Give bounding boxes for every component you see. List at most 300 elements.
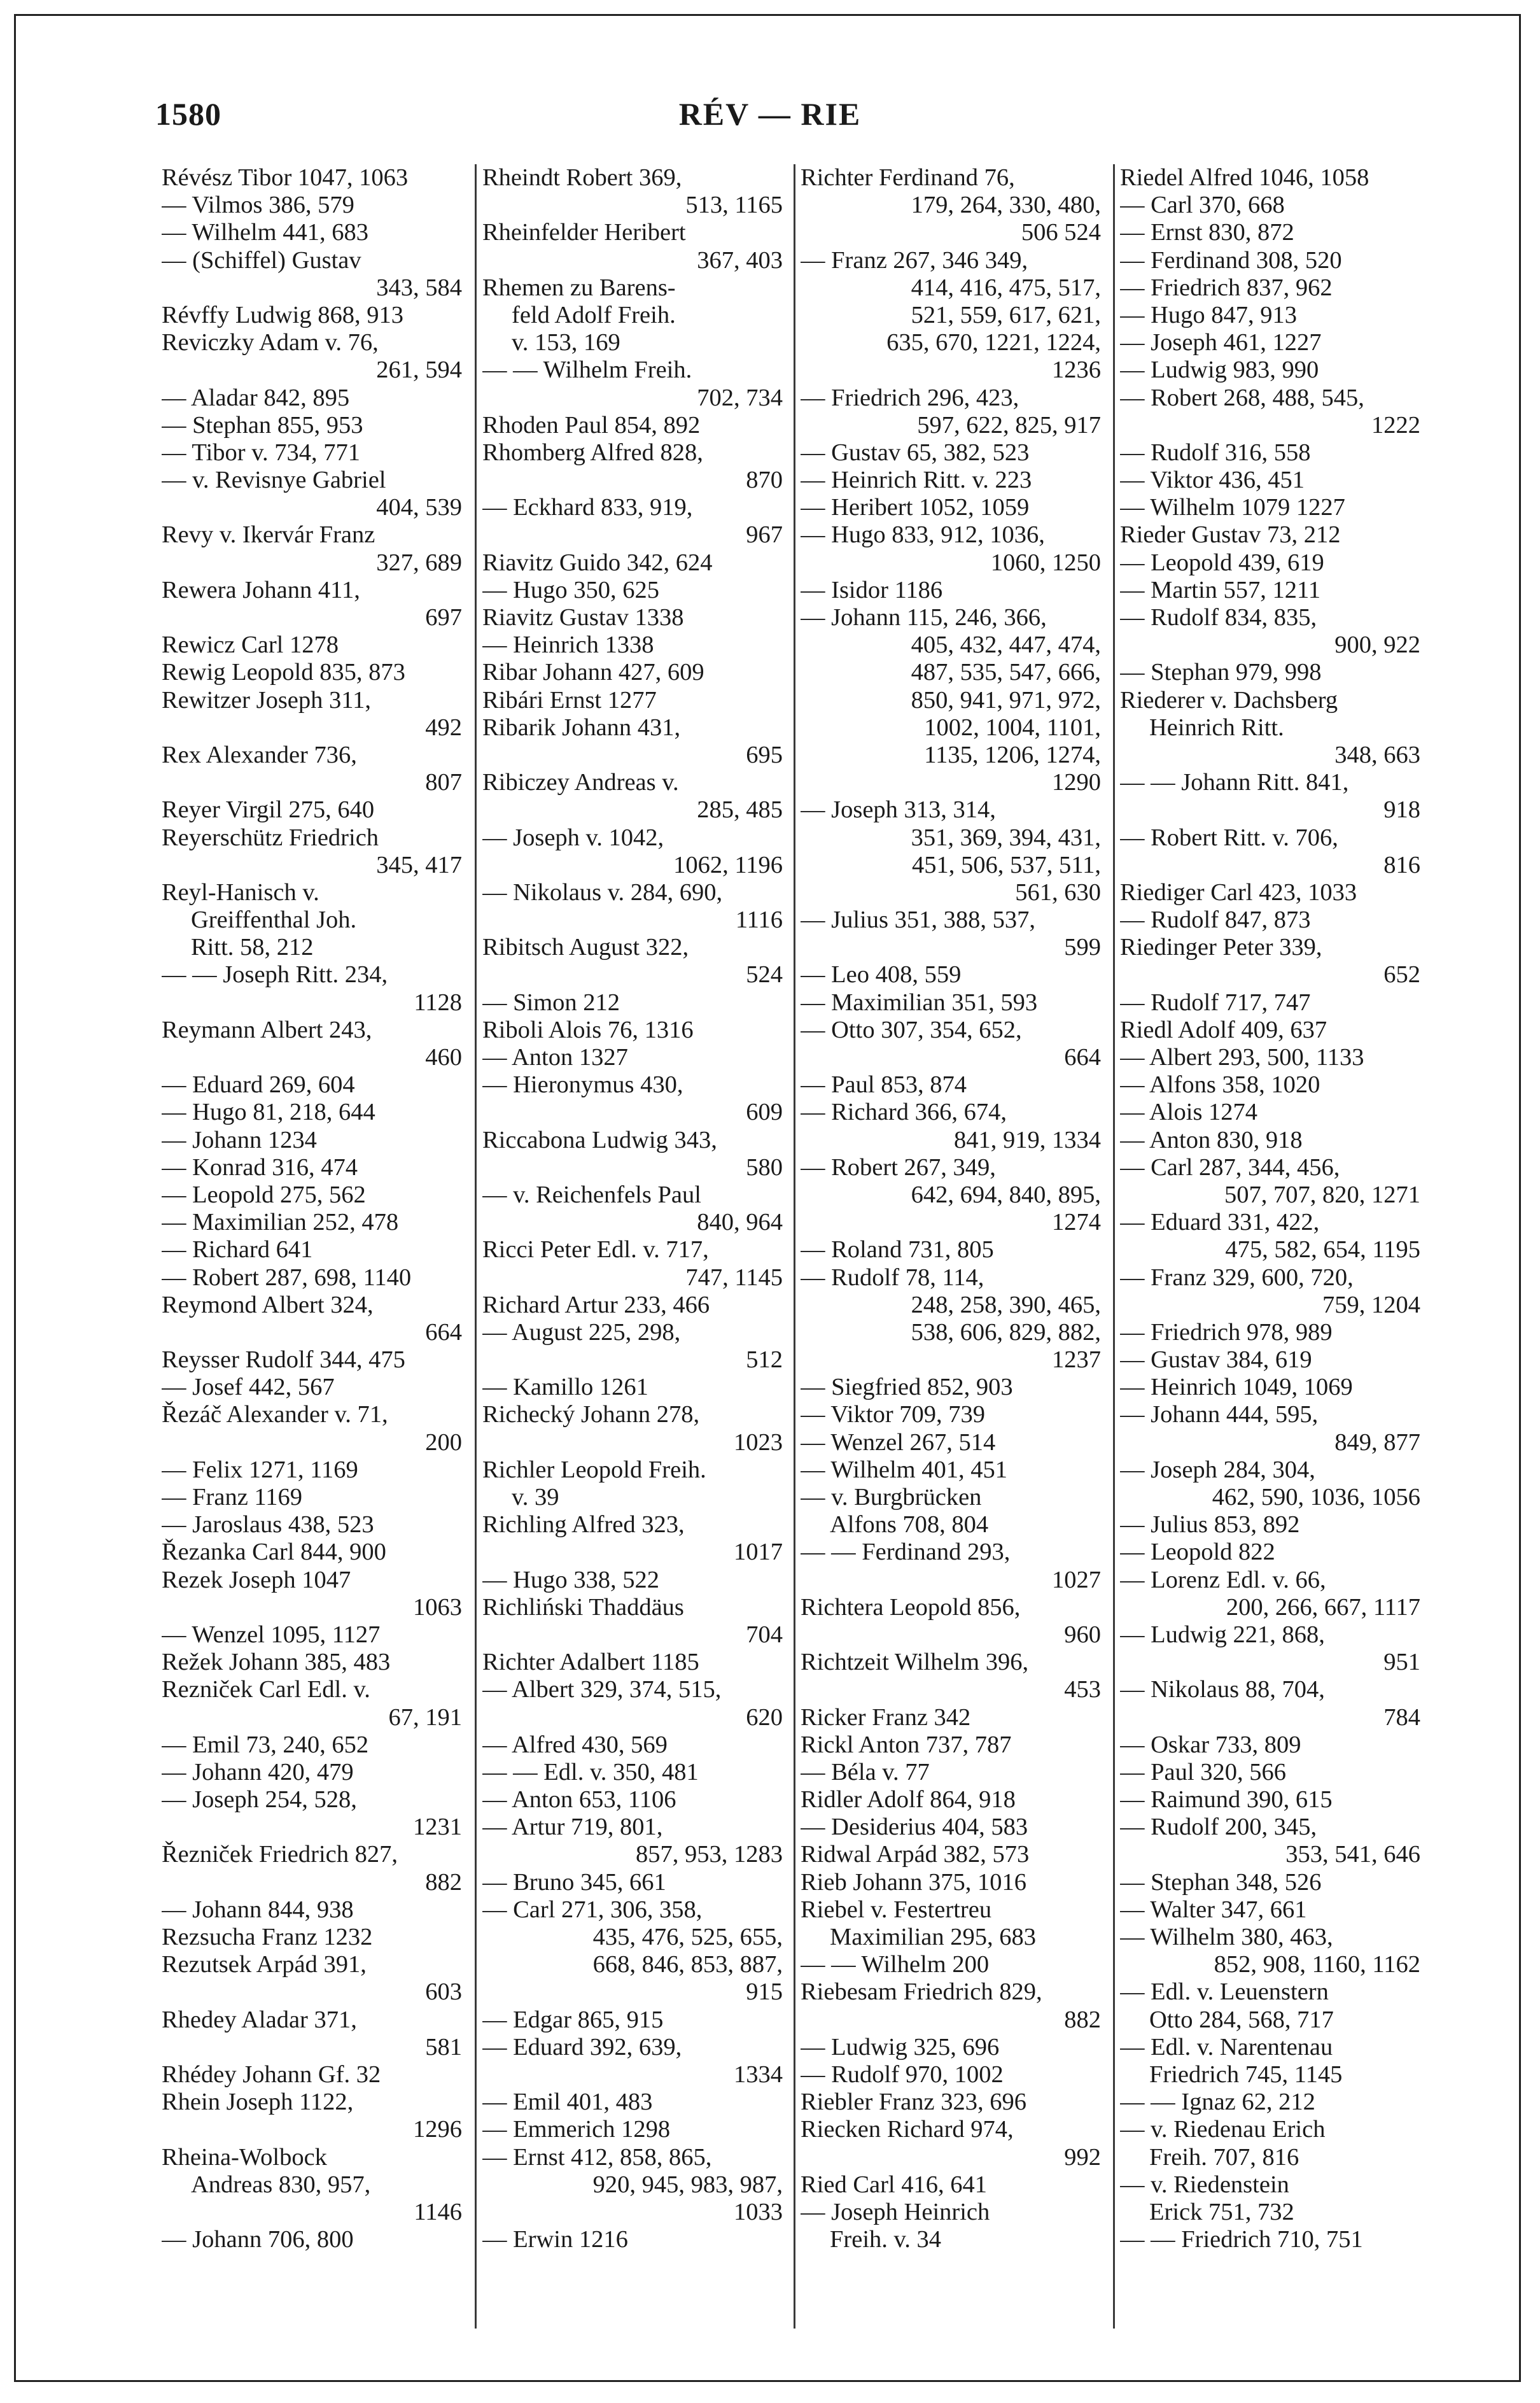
index-line: — Josef 442, 567 [162,1374,335,1401]
index-line: — Ludwig 983, 990 [1120,356,1319,384]
index-line: — Siegfried 852, 903 [801,1374,1013,1401]
index-line: — Eduard 331, 422, [1120,1209,1320,1236]
index-line: 451, 506, 537, 511, [912,851,1101,878]
index-line: 951 [1383,1649,1420,1676]
index-line: 285, 485 [697,796,783,824]
index-line: — Eduard 269, 604 [162,1071,355,1099]
index-line: Rex Alexander 736, [162,741,357,768]
index-line: — Vilmos 386, 579 [162,192,354,219]
index-line: — Robert 268, 488, 545, [1120,384,1364,411]
index-line: — Joseph Heinrich [801,2198,990,2225]
index-line: — Joseph 313, 314, [801,796,996,824]
index-line: 1060, 1250 [990,549,1101,576]
index-line: — Ernst 830, 872 [1120,219,1294,246]
index-line: 581 [425,2033,462,2061]
index-line: — Edl. v. Narentenau [1120,2033,1333,2061]
index-line: — Rudolf 847, 873 [1120,906,1311,934]
index-line: 1033 [734,2198,783,2225]
index-line: 603 [425,1978,462,2006]
index-line: 462, 590, 1036, 1056 [1212,1484,1420,1511]
index-line: Reymann Albert 243, [162,1016,372,1043]
index-line: 852, 908, 1160, 1162 [1214,1951,1420,1978]
index-line: — Franz 267, 346 349, [801,246,1028,274]
index-line: 900, 922 [1334,631,1420,659]
index-line: — Hugo 81, 218, 644 [162,1099,375,1126]
index-line: — Julius 351, 388, 537, [801,906,1035,934]
index-line: Řezáč Alexander v. 71, [162,1401,388,1428]
index-line: — Artur 719, 801, [482,1814,663,1841]
index-line: — Emil 401, 483 [482,2089,653,2116]
index-line: — Robert 267, 349, [801,1153,996,1181]
index-line: 353, 541, 646 [1285,1841,1420,1868]
index-line: 1027 [1052,1566,1101,1593]
index-line: — Hugo 338, 522 [482,1566,660,1593]
index-line: Reviczky Adam v. 76, [162,329,379,356]
index-line: — Hugo 833, 912, 1036, [801,521,1045,549]
index-line: — Ludwig 221, 868, [1120,1621,1325,1648]
index-line: Rezek Joseph 1047 [162,1566,351,1593]
index-line: 506 524 [1021,219,1101,246]
index-line: 200, 266, 667, 1117 [1226,1593,1420,1621]
index-line: 597, 622, 825, 917 [917,411,1101,439]
index-line: 704 [746,1621,783,1648]
index-line: — Walter 347, 661 [1120,1896,1307,1923]
index-line: — August 225, 298, [482,1318,681,1346]
index-line: 179, 264, 330, 480, [911,192,1101,219]
index-line: Ribiczey Andreas v. [482,769,679,796]
index-column-1 [162,164,462,2335]
index-line: — Leo 408, 559 [801,961,962,989]
index-line: — Martin 557, 1211 [1120,576,1321,603]
index-line: 960 [1064,1621,1101,1648]
index-line: — Tibor v. 734, 771 [162,439,360,466]
index-line: — Wilhelm 1079 1227 [1120,494,1345,521]
index-line: 492 [425,714,462,741]
index-line: 870 [746,467,783,494]
index-line: Reymond Albert 324, [162,1291,374,1318]
index-line: Richling Alfred 323, [482,1511,685,1539]
index-line: Rezsucha Franz 1232 [162,1924,373,1950]
index-line: — Maximilian 252, 478 [162,1209,399,1236]
index-line: 759, 1204 [1322,1291,1420,1318]
index-line: — Viktor 709, 739 [801,1401,986,1428]
index-line: — Oskar 733, 809 [1120,1731,1301,1758]
index-line: 1231 [413,1814,462,1841]
index-line: 664 [1064,1044,1101,1071]
index-line: 524 [746,961,783,989]
column-rule [1113,164,1115,2329]
index-line: — Roland 731, 805 [801,1236,994,1264]
index-line: 1334 [734,2061,783,2088]
index-line: — — Wilhelm Freih. [482,356,692,384]
index-line: Ridler Adolf 864, 918 [801,1786,1016,1814]
index-line: — Bruno 345, 661 [482,1868,666,1896]
index-line: 1002, 1004, 1101, [924,714,1101,741]
index-line: 635, 670, 1221, 1224, [886,329,1101,356]
index-line: 882 [1064,2006,1101,2033]
index-column-4 [1120,164,1420,2335]
index-line: 850, 941, 971, 972, [911,686,1101,714]
index-line: 841, 919, 1334 [954,1126,1101,1153]
index-line: Řezanka Carl 844, 900 [162,1539,386,1566]
index-line: Rezutsek Arpád 391, [162,1951,367,1978]
index-line: — Heribert 1052, 1059 [801,494,1030,521]
index-line: 1135, 1206, 1274, [924,741,1101,768]
index-line: Friedrich 745, 1145 [1149,2061,1343,2088]
index-line: — Edl. v. Leuenstern [1120,1978,1329,2006]
index-line: — Richard 366, 674, [801,1099,1007,1126]
index-line: 609 [746,1099,783,1126]
index-line: Ridwal Arpád 382, 573 [801,1841,1030,1868]
index-line: — Franz 1169 [162,1484,302,1511]
index-line: Erick 751, 732 [1149,2198,1294,2225]
index-line: — Friedrich 296, 423, [801,384,1019,411]
index-line: — Johann 444, 595, [1120,1401,1319,1428]
index-line: — Konrad 316, 474 [162,1153,358,1181]
index-line: — v. Burgbrücken [801,1484,982,1511]
index-line: — Hugo 847, 913 [1120,301,1298,328]
index-line: — Emmerich 1298 [482,2116,671,2143]
index-line: 784 [1383,1703,1420,1731]
index-line: — Otto 307, 354, 652, [801,1016,1022,1043]
index-line: — Albert 329, 374, 515, [482,1676,722,1703]
index-line: — Gustav 384, 619 [1120,1346,1312,1374]
index-line: Riboli Alois 76, 1316 [482,1016,694,1043]
index-line: 642, 694, 840, 895, [911,1181,1101,1208]
index-line: Richliński Thaddäus [482,1593,684,1621]
index-line: 327, 689 [376,549,462,576]
index-line: — Eckhard 833, 919, [482,494,693,521]
index-line: 1222 [1371,411,1420,439]
index-column-2 [482,164,783,2335]
index-line: Rewera Johann 411, [162,576,360,603]
index-line: — Paul 853, 874 [801,1071,967,1099]
index-line: 664 [425,1318,462,1346]
index-line: 513, 1165 [685,192,783,219]
index-line: — Rudolf 834, 835, [1120,604,1317,631]
index-line: Riedinger Peter 339, [1120,934,1322,961]
index-line: — Wenzel 1095, 1127 [162,1621,381,1648]
index-line: Rhein Joseph 1122, [162,2089,354,2116]
index-line: — — Johann Ritt. 841, [1120,769,1349,796]
index-line: 1128 [414,989,462,1016]
index-line: — Desiderius 404, 583 [801,1814,1028,1841]
index-line: — Viktor 436, 451 [1120,467,1305,494]
index-line: — Aladar 842, 895 [162,384,350,411]
index-line: — Robert Ritt. v. 706, [1120,824,1338,851]
index-line: — Anton 653, 1106 [482,1786,676,1814]
index-line: Otto 284, 568, 717 [1149,2006,1334,2033]
index-line: — Johann 420, 479 [162,1758,354,1786]
index-line: Rewitzer Joseph 311, [162,686,371,714]
index-line: — Wilhelm 380, 463, [1120,1924,1333,1950]
index-line: 747, 1145 [685,1264,783,1291]
index-line: 521, 559, 617, 621, [911,301,1101,328]
index-line: — Erwin 1216 [482,2226,628,2253]
index-line: — Wilhelm 441, 683 [162,219,368,246]
index-line: Ritt. 58, 212 [191,934,314,961]
index-line: — Heinrich 1338 [482,631,654,659]
index-line: — Wenzel 267, 514 [801,1428,996,1456]
index-line: 404, 539 [376,494,462,521]
index-line: — Paul 320, 566 [1120,1758,1286,1786]
index-line: 1296 [413,2116,462,2143]
index-line: 1116 [735,906,783,934]
index-line: 1063 [413,1593,462,1621]
index-line: 67, 191 [388,1703,462,1731]
index-line: — Johann 706, 800 [162,2226,354,2253]
index-line: — Edgar 865, 915 [482,2006,664,2033]
index-line: 652 [1383,961,1420,989]
index-line: — Heinrich 1049, 1069 [1120,1374,1353,1401]
index-line: 668, 846, 853, 887, [592,1951,783,1978]
index-line: 816 [1383,851,1420,878]
index-line: — Alfons 358, 1020 [1120,1071,1320,1099]
index-line: — Hugo 350, 625 [482,576,660,603]
index-line: Revy v. Ikervár Franz [162,521,375,549]
index-line: — Heinrich Ritt. v. 223 [801,467,1032,494]
index-line: Rhédey Johann Gf. 32 [162,2061,381,2088]
index-line: 918 [1383,796,1420,824]
index-line: — — Edl. v. 350, 481 [482,1758,699,1786]
index-line: Reyerschütz Friedrich [162,824,379,851]
index-line: — Leopold 822 [1120,1539,1275,1566]
index-line: Riedl Adolf 409, 637 [1120,1016,1327,1043]
index-line: — — Joseph Ritt. 234, [162,961,388,989]
index-line: — Rudolf 316, 558 [1120,439,1311,466]
index-line: 967 [746,521,783,549]
index-line: 405, 432, 447, 474, [911,631,1101,659]
index-line: — Joseph 461, 1227 [1120,329,1322,356]
index-line: — v. Revisnye Gabriel [162,467,386,494]
index-line: — Leopold 275, 562 [162,1181,366,1208]
running-head: RÉV — RIE [678,96,862,132]
index-line: — Friedrich 978, 989 [1120,1318,1333,1346]
index-line: 475, 582, 654, 1195 [1225,1236,1420,1264]
index-line: — Emil 73, 240, 652 [162,1731,369,1758]
index-line: 414, 416, 475, 517, [911,274,1101,301]
index-line: Reyl-Hanisch v. [162,878,319,906]
index-line: Richter Ferdinand 76, [801,164,1015,191]
index-column-3 [801,164,1101,2335]
index-line: — Stephan 855, 953 [162,411,363,439]
index-line: 261, 594 [376,356,462,384]
index-line: feld Adolf Freih. [512,301,676,328]
index-line: — — Wilhelm 200 [801,1951,990,1978]
index-line: — Alfred 430, 569 [482,1731,668,1758]
index-line: 348, 663 [1334,741,1420,768]
index-line: Heinrich Ritt. [1149,714,1284,741]
index-line: Ried Carl 416, 641 [801,2171,987,2198]
index-line: Rheindt Robert 369, [482,164,682,191]
index-line: — Raimund 390, 615 [1120,1786,1333,1814]
index-line: — — Ferdinand 293, [801,1539,1011,1566]
index-line: Greiffenthal Joh. [191,906,357,934]
index-line: — Carl 271, 306, 358, [482,1896,703,1923]
index-line: Freih. 707, 816 [1149,2143,1299,2171]
index-line: — (Schiffel) Gustav [162,246,361,274]
index-line: — Rudolf 78, 114, [801,1264,984,1291]
index-line: — Ernst 412, 858, 865, [482,2143,712,2171]
index-line: Rheinfelder Heribert [482,219,686,246]
index-line: — — Ignaz 62, 212 [1120,2089,1315,2116]
index-line: — v. Riedenstein [1120,2171,1289,2198]
index-line: — Julius 853, 892 [1120,1511,1300,1539]
index-line: — Eduard 392, 639, [482,2033,682,2061]
index-line: 343, 584 [376,274,462,301]
index-line: 807 [425,769,462,796]
index-line: — Felix 1271, 1169 [162,1456,358,1483]
index-line: — Kamillo 1261 [482,1374,648,1401]
index-line: 580 [746,1153,783,1181]
index-line: — Albert 293, 500, 1133 [1120,1044,1364,1071]
index-line: Rhoden Paul 854, 892 [482,411,701,439]
index-line: 1023 [734,1428,783,1456]
index-line: 200 [425,1428,462,1456]
index-line: — Ludwig 325, 696 [801,2033,1000,2061]
index-line: 460 [425,1044,462,1071]
index-line: Riebler Franz 323, 696 [801,2089,1026,2116]
index-line: 620 [746,1703,783,1731]
index-line: — Joseph 284, 304, [1120,1456,1315,1483]
index-line: 538, 606, 829, 882, [911,1318,1101,1346]
index-line: Rieder Gustav 73, 212 [1120,521,1341,549]
index-line: v. 153, 169 [512,329,620,356]
index-line: Rewig Leopold 835, 873 [162,659,405,686]
index-line: — Ferdinand 308, 520 [1120,246,1342,274]
index-line: 1062, 1196 [673,851,783,878]
index-line: Freih. v. 34 [830,2226,942,2253]
index-line: — Johann 115, 246, 366, [801,604,1047,631]
index-line: 1146 [414,2198,462,2225]
index-line: Riediger Carl 423, 1033 [1120,878,1357,906]
index-line: Riecken Richard 974, [801,2116,1014,2143]
index-line: Révffy Ludwig 868, 913 [162,301,403,328]
index-line: 248, 258, 390, 465, [911,1291,1101,1318]
index-line: 857, 953, 1283 [636,1841,783,1868]
column-rule [475,164,477,2329]
index-line: Reysser Rudolf 344, 475 [162,1346,405,1374]
index-line: 1236 [1052,356,1101,384]
index-line: Ribitsch August 322, [482,934,689,961]
index-line: 915 [746,1978,783,2006]
index-line: Rhemen zu Barens- [482,274,676,301]
index-line: Riebesam Friedrich 829, [801,1978,1042,2006]
index-line: — Hieronymus 430, [482,1071,683,1099]
index-line: — Rudolf 200, 345, [1120,1814,1317,1841]
index-line: Riavitz Gustav 1338 [482,604,684,631]
index-line: — Isidor 1186 [801,576,943,603]
index-line: 1274 [1052,1209,1101,1236]
index-line: 992 [1064,2143,1101,2171]
index-line: 882 [425,1868,462,1896]
index-line: 695 [746,741,783,768]
index-line: Ribarik Johann 431, [482,714,681,741]
index-line: Richecký Johann 278, [482,1401,700,1428]
index-line: — Anton 1327 [482,1044,628,1071]
index-line: v. 39 [512,1484,559,1511]
index-line: Riavitz Guido 342, 624 [482,549,713,576]
index-line: — Johann 1234 [162,1126,317,1153]
index-line: 512 [746,1346,783,1374]
index-line: 453 [1064,1676,1101,1703]
index-line: Andreas 830, 957, [191,2171,371,2198]
index-line: — Wilhelm 401, 451 [801,1456,1007,1483]
index-line: — Gustav 65, 382, 523 [801,439,1030,466]
index-line: Riccabona Ludwig 343, [482,1126,717,1153]
index-line: — Lorenz Edl. v. 66, [1120,1566,1326,1593]
index-line: 849, 877 [1334,1428,1420,1456]
index-line: — Franz 329, 600, 720, [1120,1264,1354,1291]
index-line: — Anton 830, 918 [1120,1126,1303,1153]
index-line: 840, 964 [697,1209,783,1236]
index-line: Richter Adalbert 1185 [482,1649,699,1676]
index-line: — Jaroslaus 438, 523 [162,1511,374,1539]
index-line: Richler Leopold Freih. [482,1456,706,1483]
index-line: — Stephan 979, 998 [1120,659,1322,686]
index-line: — Robert 287, 698, 1140 [162,1264,412,1291]
index-line: — Joseph v. 1042, [482,824,664,851]
index-line: Ricci Peter Edl. v. 717, [482,1236,709,1264]
index-line: 697 [425,604,462,631]
index-line: Režek Johann 385, 483 [162,1649,391,1676]
index-line: — Simon 212 [482,989,620,1016]
column-rule [794,164,795,2329]
index-line: — Alois 1274 [1120,1099,1258,1126]
index-line: Richard Artur 233, 466 [482,1291,710,1318]
index-line: — Richard 641 [162,1236,313,1264]
index-line: Rhedey Aladar 371, [162,2006,357,2033]
index-line: — — Friedrich 710, 751 [1120,2226,1363,2253]
index-line: Rezniček Carl Edl. v. [162,1676,370,1703]
index-line: Ribar Johann 427, 609 [482,659,704,686]
index-line: — Stephan 348, 526 [1120,1868,1322,1896]
index-line: Rheina-Wolbock [162,2143,327,2171]
index-line: 345, 417 [376,851,462,878]
index-line: Ricker Franz 342 [801,1703,971,1731]
index-columns [157,164,1424,2335]
index-line: — Maximilian 351, 593 [801,989,1038,1016]
index-line: Riedel Alfred 1046, 1058 [1120,164,1369,191]
index-line: Maximilian 295, 683 [830,1924,1037,1950]
index-line: 702, 734 [697,384,783,411]
index-line: Rewicz Carl 1278 [162,631,339,659]
index-line: 367, 403 [697,246,783,274]
index-line: 599 [1064,934,1101,961]
index-line: — Nikolaus v. 284, 690, [482,878,723,906]
index-line: 487, 535, 547, 666, [911,659,1101,686]
index-line: — Béla v. 77 [801,1758,930,1786]
index-line: Richtzeit Wilhelm 396, [801,1649,1029,1676]
index-line: 435, 476, 525, 655, [592,1924,783,1950]
index-line: — Leopold 439, 619 [1120,549,1324,576]
index-line: 1290 [1052,769,1101,796]
index-line: — Joseph 254, 528, [162,1786,357,1814]
index-line: 1237 [1052,1346,1101,1374]
index-line: Riebel v. Festertreu [801,1896,992,1923]
index-line: Riederer v. Dachsberg [1120,686,1338,714]
index-line: Rhomberg Alfred 828, [482,439,703,466]
index-line: — v. Reichenfels Paul [482,1181,701,1208]
index-line: Řezniček Friedrich 827, [162,1841,398,1868]
index-line: — Carl 287, 344, 456, [1120,1153,1340,1181]
index-line: — Friedrich 837, 962 [1120,274,1333,301]
index-line: Révész Tibor 1047, 1063 [162,164,409,191]
index-line: Ribári Ernst 1277 [482,686,657,714]
index-line: — Johann 844, 938 [162,1896,354,1923]
index-line: 351, 369, 394, 431, [911,824,1101,851]
index-line: 507, 707, 820, 1271 [1224,1181,1420,1208]
